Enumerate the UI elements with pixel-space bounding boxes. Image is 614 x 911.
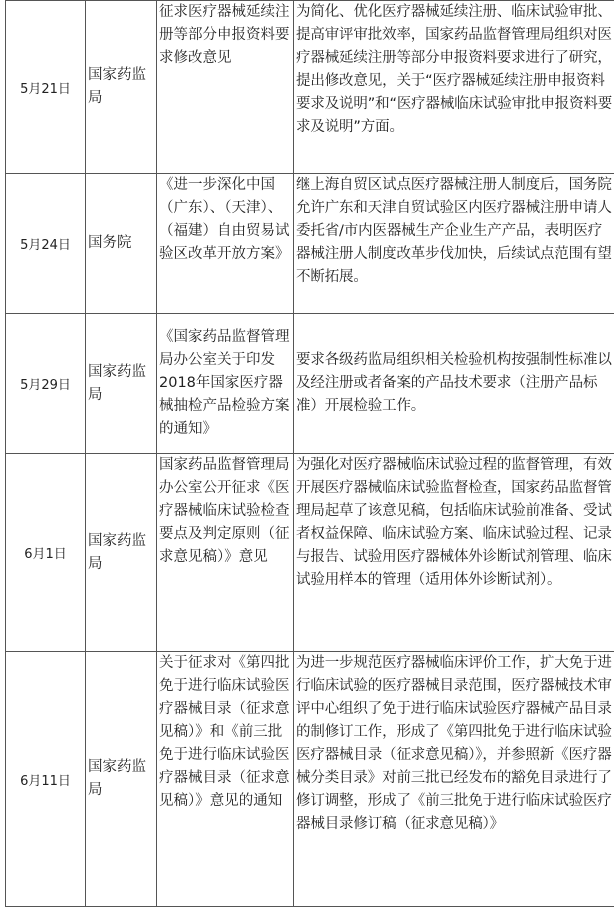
- date-cell: 5月24日: [6, 174, 86, 314]
- title-cell: 国家药品监督管理局办公室公开征求《医疗器械临床试验检查要点及判定原则（征求意见稿）》意见: [157, 454, 294, 652]
- date-cell: 5月21日: [6, 1, 86, 174]
- title-cell: 关于征求对《第四批免于进行临床试验医疗器械目录（征求意见稿）》和《前三批免于进行临床试验医疗器械目录（征求意见稿）》意见的通知: [157, 652, 294, 907]
- title-cell: 征求医疗器械延续注册等部分申报资料要求修改意见: [157, 1, 294, 174]
- title-cell: 《国家药品监督管理局办公室关于印发2018年国家医疗器械抽检产品检验方案的通知》: [157, 314, 294, 454]
- org-cell: 国家药监局: [86, 454, 157, 652]
- date-cell: 6月1日: [6, 454, 86, 652]
- desc-cell: 要求各级药监局组织相关检验机构按强制性标准以及经注册或者备案的产品技术要求（注册产品标准）开展检验工作。: [294, 314, 614, 454]
- desc-cell: 为简化、优化医疗器械延续注册、临床试验审批、提高审评审批效率，国家药品监督管理局组织对医疗器械延续注册等部分申报资料要求进行了研究，提出修改意见，关于“医疗器械延续注册申报资料要求及说明”和“医疗器械临床试验审批申报资料要求及说明”方面。: [294, 1, 614, 174]
- org-cell: 国家药监局: [86, 314, 157, 454]
- table-row: [6, 1, 614, 174]
- policy-table: [5, 0, 614, 907]
- org-cell: 国家药监局: [86, 652, 157, 907]
- date-cell: 6月11日: [6, 652, 86, 907]
- desc-cell: 为进一步规范医疗器械临床评价工作，扩大免于进行临床试验的医疗器械目录范围，医疗器械技术审评中心组织了免于进行临床试验医疗器械产品目录的制修订工作，形成了《第四批免于进行临床试验医疗器械目录（征求意见稿）》，并参照新《医疗器械分类目录》对前三批已经发布的豁免目录进行了修订调整，形成了《前三批免于进行临床试验医疗器械目录修订稿（征求意见稿）》: [294, 652, 614, 907]
- table-row: [6, 652, 614, 907]
- table-row: [6, 174, 614, 314]
- title-cell: 《进一步深化中国（广东）、（天津）、（福建）自由贸易试验区改革开放方案》: [157, 174, 294, 314]
- org-cell: 国务院: [86, 174, 157, 314]
- org-cell: 国家药监局: [86, 1, 157, 174]
- table-row: [6, 454, 614, 652]
- table-bottom-divider: [5, 906, 606, 911]
- date-cell: 5月29日: [6, 314, 86, 454]
- table-row: [6, 314, 614, 454]
- desc-cell: 继上海自贸区试点医疗器械注册人制度后，国务院允许广东和天津自贸试验区内医疗器械注册申请人委托省/市内医器械生产企业生产产品，表明医疗器械注册人制度改革步伐加快，后续试点范围有望不断拓展。: [294, 174, 614, 314]
- desc-cell: 为强化对医疗器械临床试验过程的监督管理，有效开展医疗器械临床试验监督检查，国家药品监督管理局起草了该意见稿，包括临床试验前准备、受试者权益保障、临床试验方案、临床试验过程、记录与报告、试验用医疗器械体外诊断试剂管理、临床试验用样本的管理（适用体外诊断试剂）。: [294, 454, 614, 652]
